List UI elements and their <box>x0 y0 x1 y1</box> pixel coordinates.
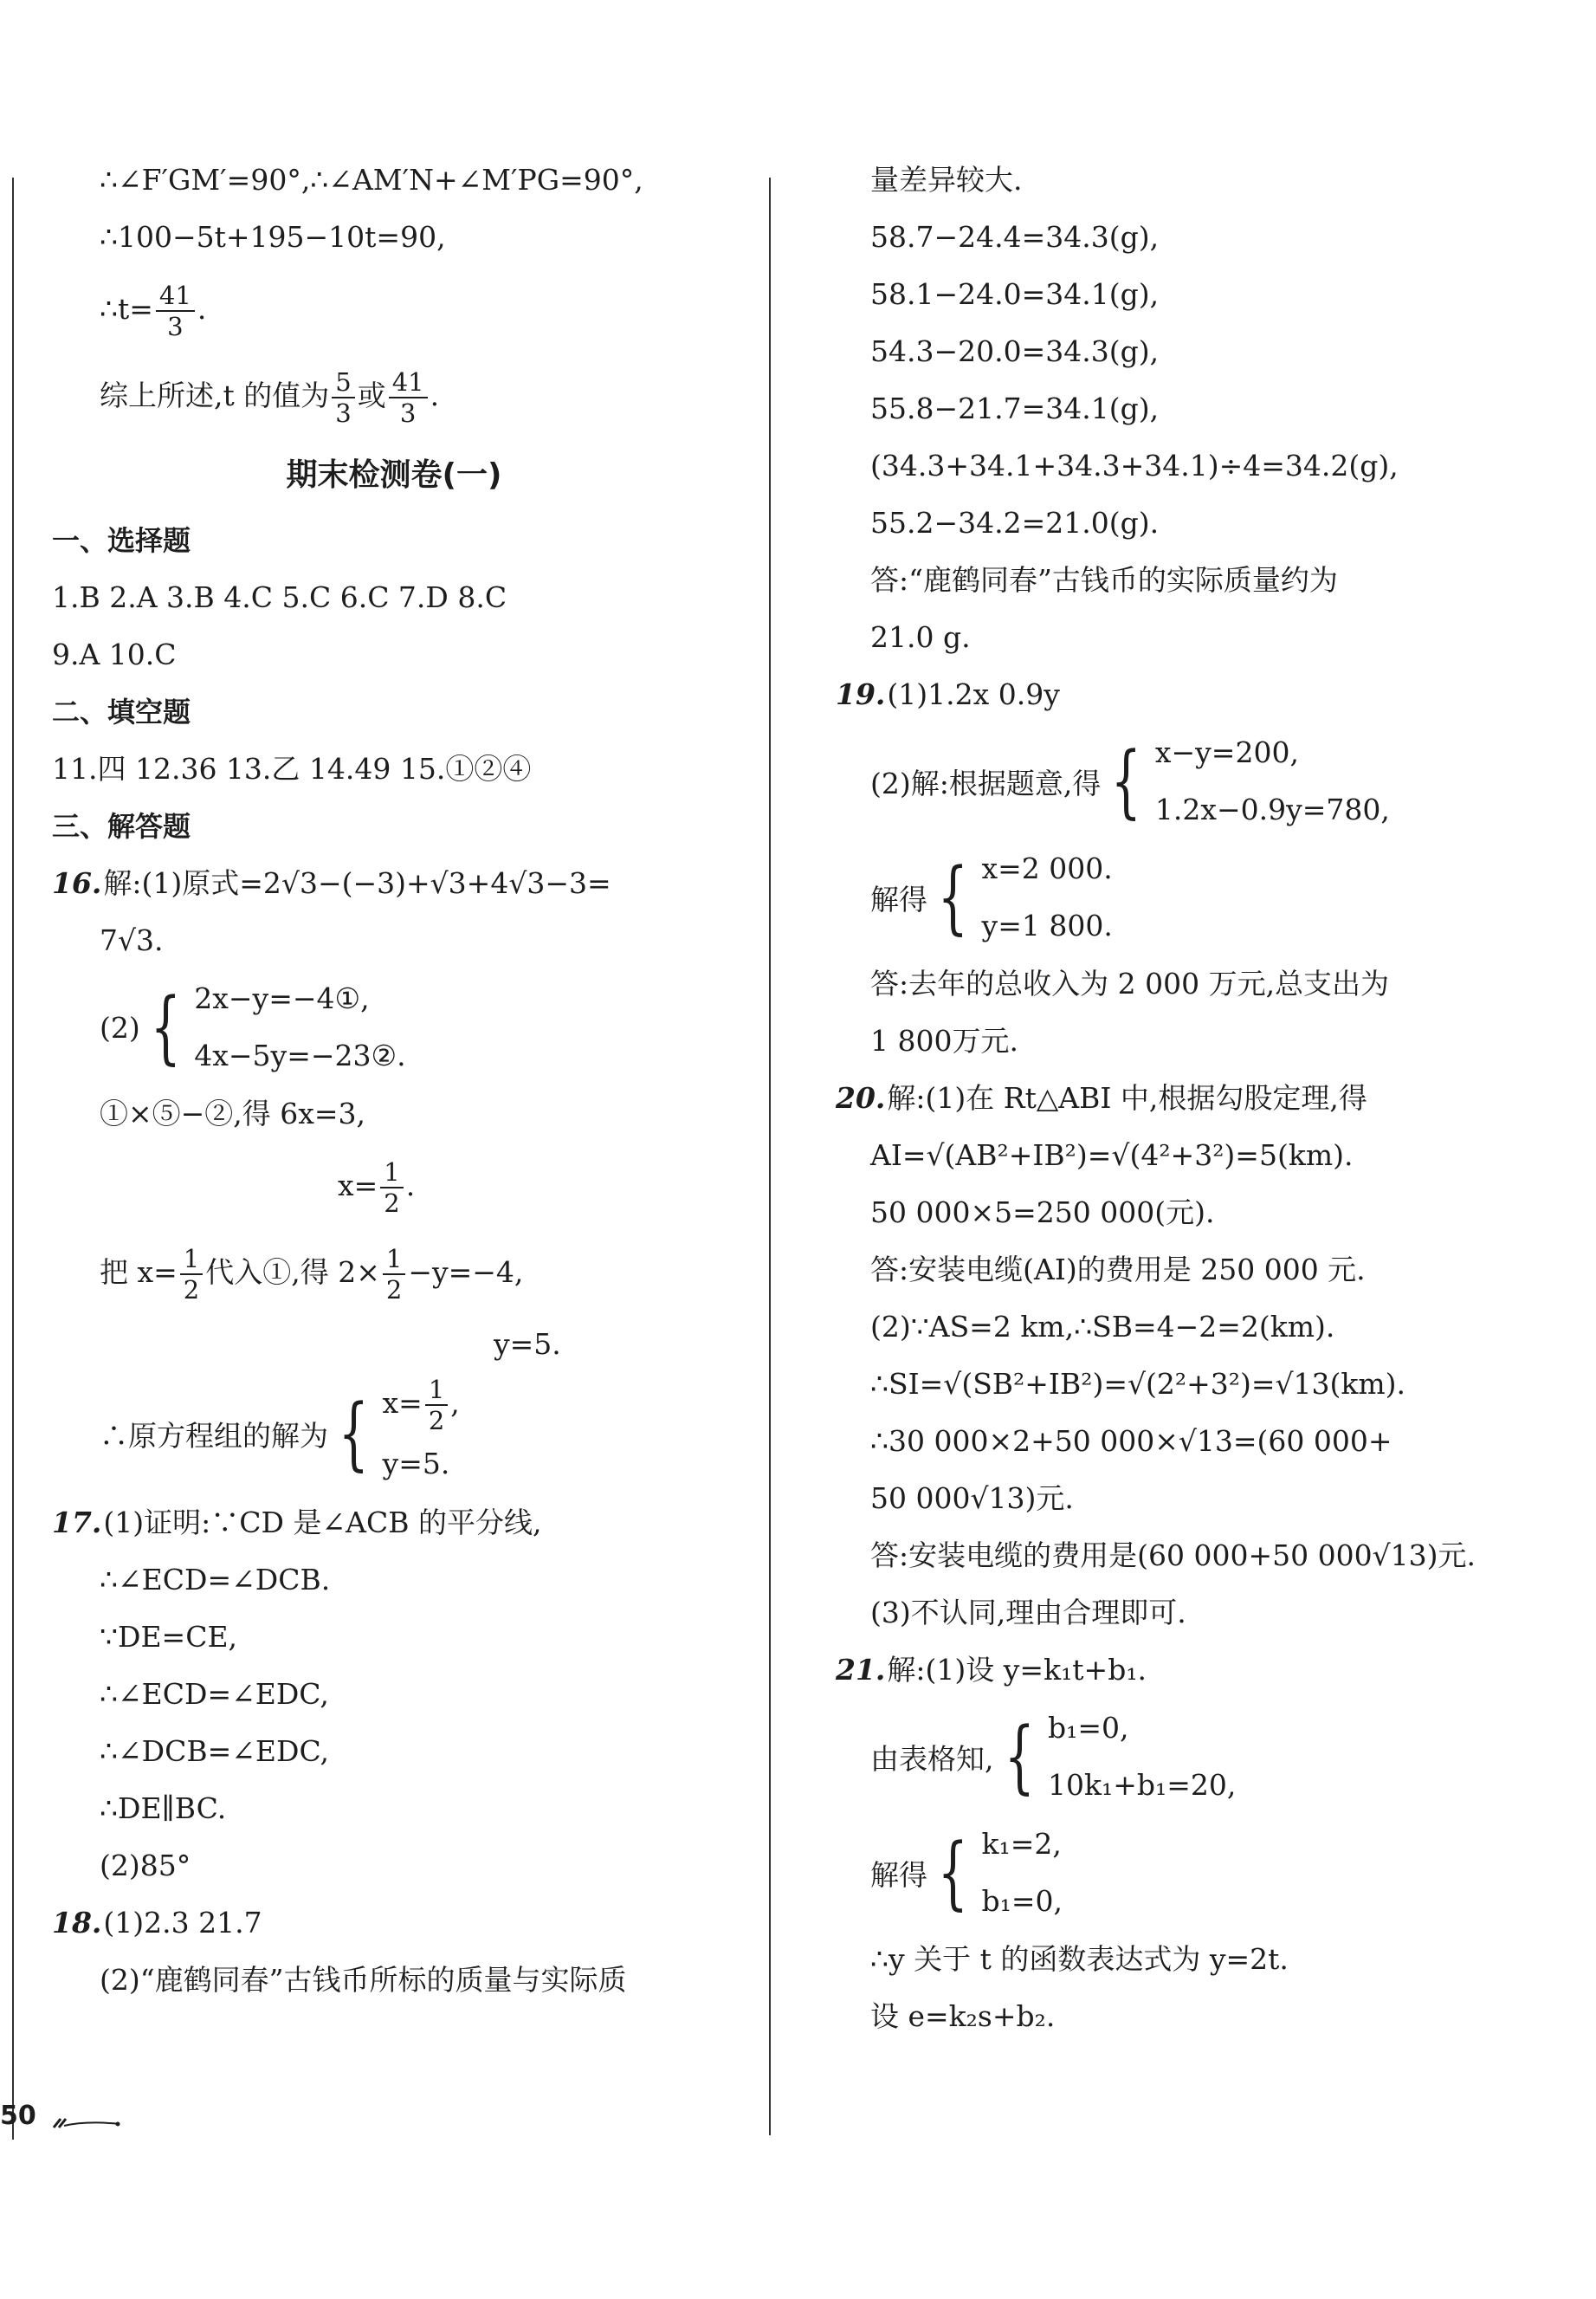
equation-system: 解得 { x=2 000. y=1 800. <box>870 851 1113 943</box>
answer-line: 11.四 12.36 13.乙 14.49 15.①②④ <box>52 752 532 786</box>
right-column <box>836 152 1502 2045</box>
text-line: ∴∠ECD=∠DCB. <box>100 1563 331 1596</box>
text-line: ∴∠ECD=∠EDC, <box>100 1677 329 1711</box>
question-16: 16.解:(1)原式=2√3−(−3)+√3+4√3−3= <box>52 866 611 900</box>
text-line: y=5. <box>494 1327 561 1361</box>
section-heading: 三、解答题 <box>52 810 191 843</box>
text-line: 54.3−20.0=34.3(g), <box>870 334 1160 368</box>
equation-system: ∴原方程组的解为 { x= $\frac{1}{2}$ , y=5. <box>100 1375 460 1480</box>
text-line: 50 000√13)元. <box>870 1481 1074 1515</box>
text-line: ∴100−5t+195−10t=90, <box>100 220 446 254</box>
answer-line: 1.B 2.A 3.B 4.C 5.C 6.C 7.D 8.C <box>52 580 507 614</box>
text-line: 答:安装电缆的费用是(60 000+50 000√13)元. <box>870 1538 1476 1572</box>
text-line: 量差异较大. <box>870 163 1023 197</box>
question-18: 18.(1)2.3 21.7 <box>52 1906 262 1940</box>
text-line: 50 000×5=250 000(元). <box>870 1195 1215 1229</box>
question-19: 19.(1)1.2x 0.9y <box>836 677 1060 711</box>
answer-line: 9.A 10.C <box>52 638 177 671</box>
text-line: (2)“鹿鹤同春”古钱币所标的质量与实际质 <box>100 1963 627 1997</box>
text-line: 综上所述,t 的值为 $\frac{5}{3}$ 或 $\frac{41}{3}$ . <box>100 367 440 428</box>
text-line: (2)85° <box>100 1849 191 1882</box>
question-number: 17. <box>52 1506 102 1539</box>
text-line: 55.2−34.2=21.0(g). <box>870 506 1160 540</box>
text-line: 答:安装电缆(AI)的费用是 250 000 元. <box>870 1253 1366 1286</box>
text-line: ∴y 关于 t 的函数表达式为 y=2t. <box>870 1942 1289 1976</box>
text-line: ∴∠DCB=∠EDC, <box>100 1734 330 1768</box>
decorative-swoosh-icon <box>52 2114 121 2131</box>
fraction: $\frac{1}{2}$ <box>380 1157 403 1218</box>
question-number: 21. <box>836 1653 886 1687</box>
fraction: $\frac{41}{3}$ <box>156 281 195 341</box>
text-line: ∴SI=√(SB²+IB²)=√(2²+3²)=√13(km). <box>870 1367 1406 1401</box>
text-line: ∴DE∥BC. <box>100 1791 227 1825</box>
question-number: 20. <box>836 1081 886 1115</box>
text-line: 7√3. <box>100 923 164 957</box>
question-21: 21.解:(1)设 y=k₁t+b₁. <box>836 1653 1147 1687</box>
text-line: AI=√(AB²+IB²)=√(4²+3²)=5(km). <box>870 1138 1354 1172</box>
text-line: 55.8−21.7=34.1(g), <box>870 392 1160 425</box>
question-number: 16. <box>52 866 102 900</box>
equation-system: 由表格知, { b₁=0, 10k₁+b₁=20, <box>870 1710 1237 1803</box>
column-divider <box>769 178 771 2135</box>
text-line: 1 800万元. <box>870 1024 1018 1058</box>
page-number: 50 <box>0 2101 36 2131</box>
question-20: 20.解:(1)在 Rt△ABI 中,根据勾股定理,得 <box>836 1081 1367 1115</box>
text-line: ∴∠F′GM′=90°,∴∠AM′N+∠M′PG=90°, <box>100 163 643 197</box>
question-number: 19. <box>836 677 886 711</box>
text-line: (2)∵AS=2 km,∴SB=4−2=2(km). <box>870 1310 1335 1344</box>
text-line: 答:去年的总收入为 2 000 万元,总支出为 <box>870 967 1390 1001</box>
text-line: 21.0 g. <box>870 620 971 654</box>
exam-title: 期末检测卷(一) <box>286 457 502 493</box>
text-line: ①×⑤−②,得 6x=3, <box>100 1097 366 1130</box>
text-line: (3)不认同,理由合理即可. <box>870 1596 1186 1629</box>
fraction: $\frac{41}{3}$ <box>389 367 428 428</box>
equation-system: 解得 { k₁=2, b₁=0, <box>870 1826 1063 1919</box>
left-margin-rule <box>12 178 14 2140</box>
fraction: $\frac{1}{2}$ <box>180 1244 203 1305</box>
text-line: (34.3+34.1+34.3+34.1)÷4=34.2(g), <box>870 449 1399 482</box>
text-line: 58.7−24.4=34.3(g), <box>870 220 1160 254</box>
fraction: $\frac{5}{3}$ <box>332 367 354 428</box>
text-line: 58.1−24.0=34.1(g), <box>870 277 1160 311</box>
question-number: 18. <box>52 1906 102 1940</box>
section-heading: 二、填空题 <box>52 696 191 729</box>
fraction: $\frac{1}{2}$ <box>383 1244 405 1305</box>
equation-system: (2)解:根据题意,得 { x−y=200, 1.2x−0.9y=780, <box>870 735 1390 827</box>
left-column <box>52 152 736 2009</box>
text-line: ∴t= $\frac{41}{3}$ . <box>100 281 207 341</box>
text-line: ∴30 000×2+50 000×√13=(60 000+ <box>870 1424 1392 1458</box>
equation-system: (2) { 2x−y=−4①, 4x−5y=−23②. <box>100 981 406 1073</box>
text-line: ∵DE=CE, <box>100 1620 238 1654</box>
section-heading: 一、选择题 <box>52 524 191 557</box>
question-17: 17.(1)证明:∵CD 是∠ACB 的平分线, <box>52 1506 542 1539</box>
text-line: 答:“鹿鹤同春”古钱币的实际质量约为 <box>870 563 1338 597</box>
text-line: 设 e=k₂s+b₂. <box>870 1999 1056 2033</box>
text-line: 把 x= $\frac{1}{2}$ 代入①,得 2× $\frac{1}{2}$ −y=−4, <box>100 1244 524 1305</box>
text-line: x= $\frac{1}{2}$ . <box>338 1157 416 1218</box>
